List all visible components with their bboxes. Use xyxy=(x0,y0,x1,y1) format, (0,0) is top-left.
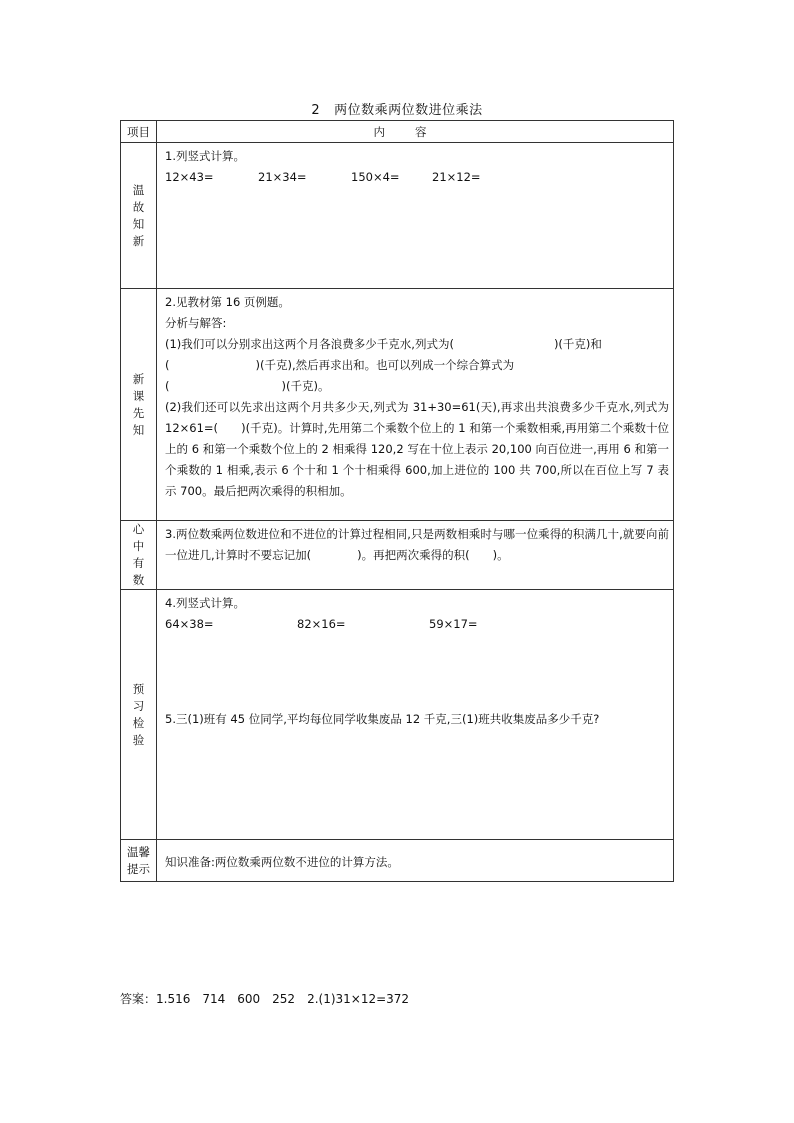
review-instruction: 1.列竖式计算。 xyxy=(165,149,245,163)
new-line-5a: ( xyxy=(165,379,170,393)
section-number: 2 xyxy=(311,103,321,118)
label-tip-text: 温馨提示 xyxy=(127,844,150,876)
new-line-4a: ( xyxy=(165,358,170,372)
answer-key: 答案：1.516 714 600 252 2.(1)31×12=372 xyxy=(120,992,410,1006)
content-tip xyxy=(157,840,674,882)
expr-5: 64×38= xyxy=(165,617,214,631)
section-title: 两位数乘两位数进位乘法 xyxy=(334,103,483,118)
question-5: 5.三(1)班有 45 位同学,平均每位同学收集废品 12 千克,三(1)班共收集废品多少千克? xyxy=(165,712,600,726)
tip-text: 知识准备:两位数乘两位数不进位的计算方法。 xyxy=(165,854,399,869)
page-title xyxy=(0,99,794,118)
new-line-2: 分析与解答: xyxy=(165,316,227,330)
new-paragraph-2: (2)我们还可以先求出这两个月共多少天,列式为 31+30=61(天),再求出共浪费多少千克水,列式为 12×61=( )(千克)。计算时,先用第二个乘数个位上的 1 和第一个乘数相乘,再用第二个乘数十位上的 6 和第一个乘数个位上的 2 相乘得 120,2 写在十位上表示 20,100 向百位进一,再用 6 和第一个乘数的 1 相乘,表示 6 个十和 1 个十相乘得 600,加上进位的 100 共 700,所以在百位上写 7 表示 700。最后把两次乘得的积相加。 xyxy=(165,400,669,498)
row-tip xyxy=(121,840,674,882)
label-preview-text: 预习检验 xyxy=(132,681,145,747)
expr-3: 150×4= xyxy=(351,170,400,184)
new-line-1: 2.见教材第 16 页例题。 xyxy=(165,295,290,309)
label-review xyxy=(121,143,157,289)
expr-1: 12×43= xyxy=(165,170,214,184)
row-review xyxy=(121,143,674,289)
worksheet-table xyxy=(120,120,674,882)
label-heart-text: 心中有数 xyxy=(132,522,145,587)
expr-2: 21×34= xyxy=(258,170,307,184)
expr-4: 21×12= xyxy=(432,170,481,184)
label-new-text: 新课先知 xyxy=(132,371,145,437)
header-item: 项目 xyxy=(121,121,157,143)
review-expressions xyxy=(165,167,669,188)
new-line-4b: )(千克),然后再求出和。也可以列成一个综合算式为 xyxy=(255,358,515,372)
preview-work-space xyxy=(165,635,669,709)
row-heart xyxy=(121,521,674,590)
header-content: 内容 xyxy=(157,121,674,143)
content-heart xyxy=(157,521,674,590)
new-line-3 xyxy=(165,334,669,355)
label-tip xyxy=(121,840,157,882)
label-preview xyxy=(121,590,157,840)
expr-7: 59×17= xyxy=(429,617,478,631)
heart-text: 3.两位数乘两位数进位和不进位的计算过程相同,只是两数相乘时与哪一位乘得的积满几十,就要向前一位进几,计算时不要忘记加( )。再把两次乘得的积( )。 xyxy=(165,527,669,562)
label-new xyxy=(121,289,157,521)
new-line-5 xyxy=(165,376,669,397)
row-new xyxy=(121,289,674,521)
new-line-3b: )(千克)和 xyxy=(553,337,602,351)
label-review-text: 温故知新 xyxy=(132,182,145,248)
new-line-5b: )(千克)。 xyxy=(281,379,330,393)
row-preview xyxy=(121,590,674,840)
content-review xyxy=(157,143,674,289)
content-preview xyxy=(157,590,674,840)
expr-6: 82×16= xyxy=(297,617,346,631)
table-header-row xyxy=(121,121,674,143)
preview-instruction: 4.列竖式计算。 xyxy=(165,596,245,610)
content-new xyxy=(157,289,674,521)
new-line-4 xyxy=(165,355,669,376)
label-heart xyxy=(121,521,157,590)
preview-expressions xyxy=(165,614,669,635)
new-line-3a: (1)我们可以分别求出这两个月各浪费多少千克水,列式为( xyxy=(165,337,454,351)
